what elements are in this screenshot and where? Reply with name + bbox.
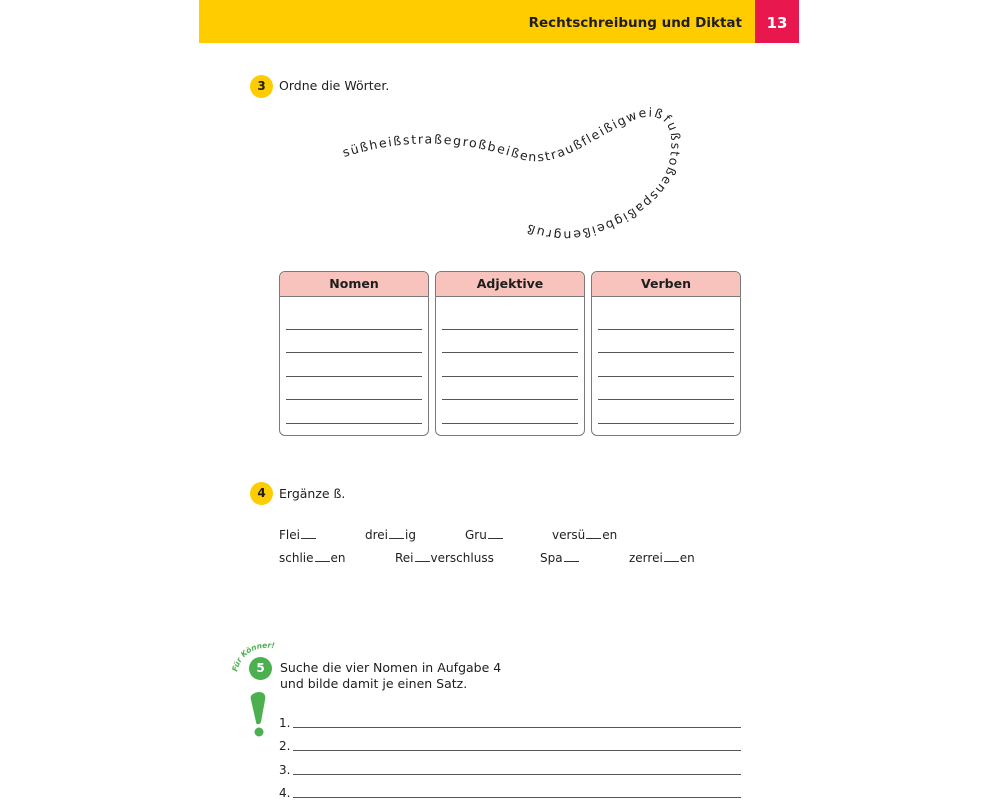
answer-label: 4. [279,786,291,800]
task3-badge: 3 [250,75,273,98]
worksheet-page [199,0,799,800]
blank[interactable] [301,527,316,539]
blank[interactable] [664,550,679,562]
fill-word: Flei [279,527,317,542]
blank[interactable] [389,527,404,539]
answer-line[interactable] [293,750,741,751]
answer-line[interactable] [293,774,741,775]
nomen-line[interactable] [286,329,422,330]
nomen-line[interactable] [286,399,422,400]
konner-tag-text: Für Könner! [230,640,276,673]
verben-column [591,271,741,436]
adjektive-column [435,271,585,436]
verben-line[interactable] [598,376,734,377]
fill-word: drei ig [365,528,416,542]
blank[interactable] [488,527,503,539]
letter-snake [199,0,799,260]
adjektive-line[interactable] [442,352,578,353]
blank[interactable] [315,550,330,562]
verben-line[interactable] [598,352,734,353]
adjektive-line[interactable] [442,329,578,330]
answer-line[interactable] [293,727,741,728]
blank[interactable] [564,550,579,562]
adjektive-line[interactable] [442,423,578,424]
fill-word: Rei verschluss [395,551,494,565]
fill-word: schlie en [279,551,346,565]
chapter-title: Rechtschreibung und Diktat [528,15,742,31]
task5-badge: 5 [249,657,272,680]
task5-instruction-line2: und bilde damit je einen Satz. [280,676,468,691]
nomen-line[interactable] [286,376,422,377]
answer-line[interactable] [293,797,741,798]
nomen-column [279,271,429,436]
task4-badge: 4 [250,482,273,505]
blank[interactable] [586,527,601,539]
verben-line[interactable] [598,329,734,330]
task4-instruction: Ergänze ß. [279,486,346,501]
fill-word: versü en [552,528,618,542]
task5-instruction-line1: Suche die vier Nomen in Aufgabe 4 [280,660,502,675]
page-number: 13 [755,0,799,43]
nomen-header: Nomen [280,272,428,297]
answer-label: 2. [279,739,291,753]
fill-word: Spa [540,550,580,565]
adjektive-header: Adjektive [436,272,584,297]
exclamation-icon [245,690,275,740]
task3-instruction: Ordne die Wörter. [279,78,390,93]
letter-snake-text: süßheißstraßegroßbeißenstraußfleißigweißfußstoßenspaßigbeißengruß [340,104,684,244]
answer-label: 3. [279,763,291,777]
nomen-line[interactable] [286,423,422,424]
verben-line[interactable] [598,423,734,424]
adjektive-line[interactable] [442,399,578,400]
svg-text:süßheißstraßegroßbeißenstraußf [341,105,684,244]
answer-label: 1. [279,716,291,730]
fill-word: Gru [465,527,504,542]
verben-header: Verben [592,272,740,297]
adjektive-line[interactable] [442,376,578,377]
nomen-line[interactable] [286,352,422,353]
blank[interactable] [415,550,430,562]
fill-word: zerrei en [629,551,695,565]
verben-line[interactable] [598,399,734,400]
